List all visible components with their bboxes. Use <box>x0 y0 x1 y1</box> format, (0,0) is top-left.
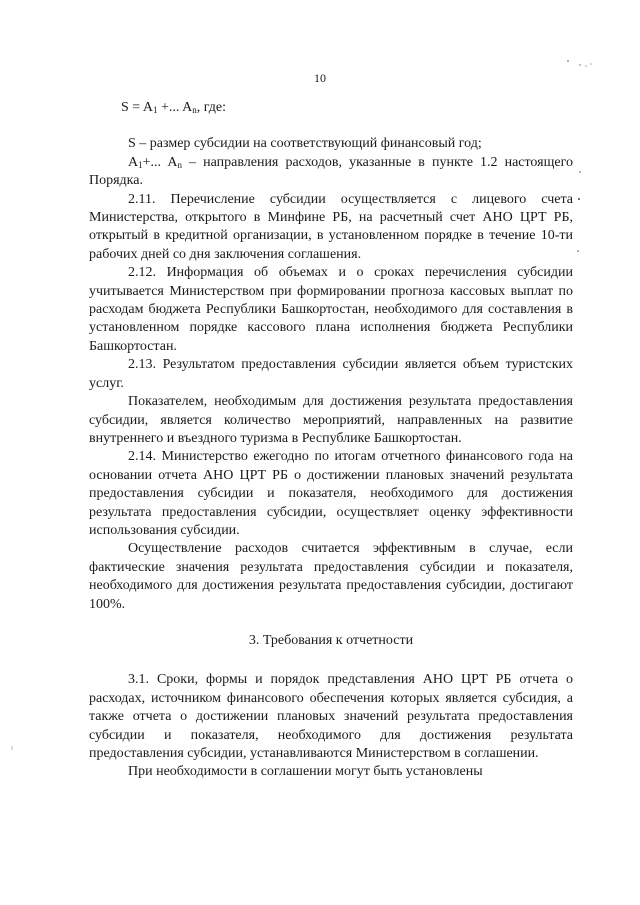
subsidy-formula: $S = A_1$ +... $A_n$, где: <box>121 100 227 115</box>
page-number: 10 <box>314 71 326 85</box>
definition-s: S – размер субсидии на соответствующий финансовый год; <box>128 136 482 152</box>
section-3-heading: 3. Требования к отчетности <box>248 632 414 648</box>
paragraph-2-14-efficiency: Осуществление расходов считается эффективным в случае, если фактические значения результата предоставления субсидии и показателя, необходимого для достижения результата предоставления субсидии, достигают 100%. <box>89 541 573 612</box>
paragraph-2-14: 2.14. Министерство ежегодно по итогам отчетного финансового года на основании отчета АНО ЦРТ РБ о достижении плановых значений результата предоставления субсидии и показателя, необходимого для достижения результата предоставления субсидии, осуществляет оценку эффективности использования субсидии. <box>89 449 573 538</box>
paragraph-2-13: 2.13. Результатом предоставления субсидии является объем туристских услуг. <box>89 357 573 391</box>
paragraph-3-1-continued: При необходимости в соглашении могут быть установлены <box>128 764 483 780</box>
document-body <box>89 99 573 782</box>
paragraph-2-11: 2.11. Перечисление субсидии осуществляется с лицевого счета Министерства, открытого в Минфине РБ, на расчетный счет АНО ЦРТ РБ, открытый в кредитной организации, в установленном порядке в течение 10-ти рабочих дней со дня заключения соглашения. <box>89 191 573 262</box>
paragraph-2-13-indicator: Показателем, необходимым для достижения результата предоставления субсидии, является количество мероприятий, направленных на развитие внутреннего и въездного туризма в Республике Башкортостан. <box>89 394 573 446</box>
paragraph-3-1: 3.1. Сроки, формы и порядок представления АНО ЦРТ РБ отчета о расходах, источником финансового обеспечения которых является субсидия, а также отчета о достижении плановых значений результата предоставления субсидии и показателя, необходимого для достижения результата предоставления субсидии, устанавливаются Министерством в соглашении. <box>89 672 573 761</box>
paragraph-2-12: 2.12. Информация об объемах и о сроках перечисления субсидии учитывается Министерством при формировании прогноза кассовых выплат по расходам бюджета Республики Башкортостан, необходимого для составления в установленном порядке кассового плана исполнения бюджета Республики Башкортостан. <box>89 265 573 354</box>
definition-a: $A_1+$... $A_n$ – направления расходов, указанные в пункте 1.2 настоящего Порядка. <box>89 154 573 189</box>
